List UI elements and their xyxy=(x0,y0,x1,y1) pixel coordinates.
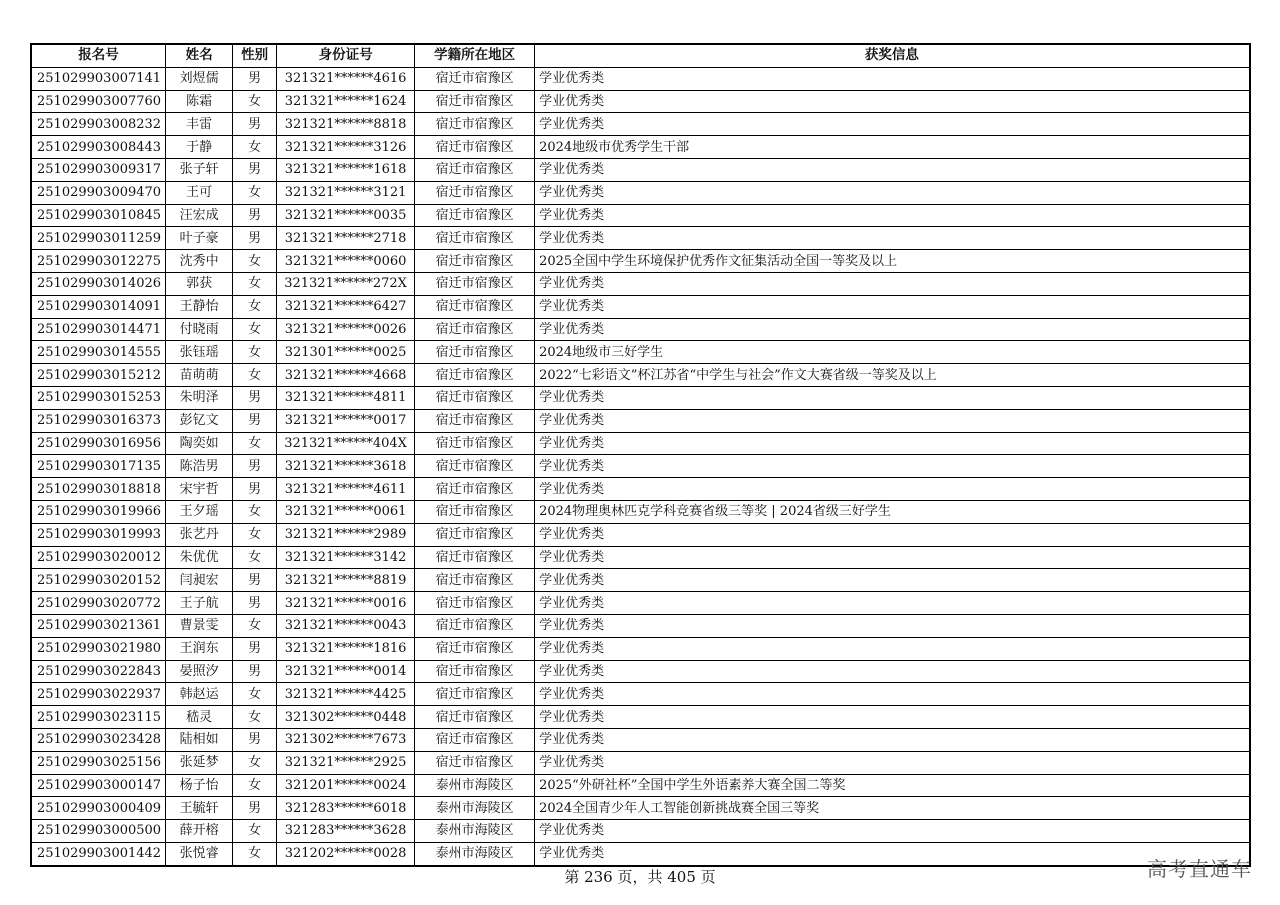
table-row xyxy=(31,158,1250,181)
gender-cell: 男 xyxy=(233,478,277,501)
name-cell: 王静怡 xyxy=(166,295,233,318)
name-cell: 晏照汐 xyxy=(166,660,233,683)
id-number-cell: 321321******4811 xyxy=(277,386,415,409)
header-name: 姓名 xyxy=(166,44,233,67)
id-number-cell: 321321******272X xyxy=(277,272,415,295)
reg-number-cell: 251029903020152 xyxy=(31,569,166,592)
name-cell: 汪宏成 xyxy=(166,204,233,227)
id-number-cell: 321302******0448 xyxy=(277,706,415,729)
id-number-cell: 321321******2718 xyxy=(277,227,415,250)
award-info-cell: 学业优秀类 xyxy=(535,318,1250,341)
gender-cell: 女 xyxy=(233,181,277,204)
id-number-cell: 321321******1618 xyxy=(277,158,415,181)
id-number-cell: 321321******404X xyxy=(277,432,415,455)
table-row xyxy=(31,227,1250,250)
table-row xyxy=(31,272,1250,295)
award-info-cell: 2024地级市优秀学生干部 xyxy=(535,136,1250,159)
reg-number-cell: 251029903000147 xyxy=(31,774,166,797)
table-row xyxy=(31,341,1250,364)
award-info-cell: 学业优秀类 xyxy=(535,820,1250,843)
award-info-cell: 2025“外研社杯”全国中学生外语素养大赛全国二等奖 xyxy=(535,774,1250,797)
name-cell: 苗萌萌 xyxy=(166,364,233,387)
award-info-cell: 学业优秀类 xyxy=(535,592,1250,615)
table-row xyxy=(31,614,1250,637)
table-row xyxy=(31,364,1250,387)
gender-cell: 女 xyxy=(233,500,277,523)
reg-number-cell: 251029903008232 xyxy=(31,113,166,136)
table-row xyxy=(31,478,1250,501)
name-cell: 王可 xyxy=(166,181,233,204)
gender-cell: 男 xyxy=(233,569,277,592)
table-row xyxy=(31,637,1250,660)
name-cell: 王毓轩 xyxy=(166,797,233,820)
region-cell: 宿迁市宿豫区 xyxy=(415,136,535,159)
table-row xyxy=(31,500,1250,523)
id-number-cell: 321321******1816 xyxy=(277,637,415,660)
gender-cell: 女 xyxy=(233,295,277,318)
reg-number-cell: 251029903008443 xyxy=(31,136,166,159)
header-region: 学籍所在地区 xyxy=(415,44,535,67)
award-info-cell: 学业优秀类 xyxy=(535,181,1250,204)
region-cell: 宿迁市宿豫区 xyxy=(415,728,535,751)
reg-number-cell: 251029903016956 xyxy=(31,432,166,455)
id-number-cell: 321321******0014 xyxy=(277,660,415,683)
region-cell: 宿迁市宿豫区 xyxy=(415,295,535,318)
region-cell: 宿迁市宿豫区 xyxy=(415,592,535,615)
region-cell: 宿迁市宿豫区 xyxy=(415,478,535,501)
table-row xyxy=(31,797,1250,820)
gender-cell: 男 xyxy=(233,728,277,751)
region-cell: 宿迁市宿豫区 xyxy=(415,569,535,592)
id-number-cell: 321283******6018 xyxy=(277,797,415,820)
reg-number-cell: 251029903014555 xyxy=(31,341,166,364)
reg-number-cell: 251029903007141 xyxy=(31,67,166,90)
award-info-cell: 学业优秀类 xyxy=(535,272,1250,295)
header-gender: 性别 xyxy=(233,44,277,67)
table-row xyxy=(31,706,1250,729)
name-cell: 张钰瑶 xyxy=(166,341,233,364)
reg-number-cell: 251029903001442 xyxy=(31,842,166,865)
region-cell: 宿迁市宿豫区 xyxy=(415,386,535,409)
table-row xyxy=(31,90,1250,113)
region-cell: 泰州市海陵区 xyxy=(415,842,535,865)
gender-cell: 女 xyxy=(233,751,277,774)
table-row xyxy=(31,250,1250,273)
region-cell: 泰州市海陵区 xyxy=(415,774,535,797)
region-cell: 宿迁市宿豫区 xyxy=(415,67,535,90)
region-cell: 宿迁市宿豫区 xyxy=(415,113,535,136)
gender-cell: 女 xyxy=(233,842,277,865)
region-cell: 泰州市海陵区 xyxy=(415,797,535,820)
id-number-cell: 321202******0028 xyxy=(277,842,415,865)
region-cell: 宿迁市宿豫区 xyxy=(415,364,535,387)
id-number-cell: 321201******0024 xyxy=(277,774,415,797)
award-info-cell: 2024物理奥林匹克学科竞赛省级三等奖 | 2024省级三好学生 xyxy=(535,500,1250,523)
name-cell: 丰雷 xyxy=(166,113,233,136)
table-row xyxy=(31,136,1250,159)
award-info-cell: 学业优秀类 xyxy=(535,432,1250,455)
name-cell: 闫昶宏 xyxy=(166,569,233,592)
region-cell: 宿迁市宿豫区 xyxy=(415,318,535,341)
table-row xyxy=(31,386,1250,409)
gender-cell: 女 xyxy=(233,90,277,113)
reg-number-cell: 251029903014026 xyxy=(31,272,166,295)
id-number-cell: 321321******4611 xyxy=(277,478,415,501)
name-cell: 叶子豪 xyxy=(166,227,233,250)
award-info-cell: 学业优秀类 xyxy=(535,227,1250,250)
reg-number-cell: 251029903016373 xyxy=(31,409,166,432)
table-row xyxy=(31,728,1250,751)
award-info-cell: 学业优秀类 xyxy=(535,637,1250,660)
name-cell: 朱明泽 xyxy=(166,386,233,409)
award-info-cell: 学业优秀类 xyxy=(535,158,1250,181)
name-cell: 张艺丹 xyxy=(166,523,233,546)
table-row xyxy=(31,683,1250,706)
reg-number-cell: 251029903009470 xyxy=(31,181,166,204)
name-cell: 张子轩 xyxy=(166,158,233,181)
reg-number-cell: 251029903015253 xyxy=(31,386,166,409)
award-info-cell: 学业优秀类 xyxy=(535,295,1250,318)
gender-cell: 男 xyxy=(233,113,277,136)
id-number-cell: 321321******8818 xyxy=(277,113,415,136)
table-row xyxy=(31,546,1250,569)
header-id-number: 身份证号 xyxy=(277,44,415,67)
gender-cell: 男 xyxy=(233,660,277,683)
id-number-cell: 321321******4616 xyxy=(277,67,415,90)
name-cell: 宋宇哲 xyxy=(166,478,233,501)
gender-cell: 男 xyxy=(233,455,277,478)
award-info-cell: 2025全国中学生环境保护优秀作文征集活动全国一等奖及以上 xyxy=(535,250,1250,273)
header-reg-number: 报名号 xyxy=(31,44,166,67)
name-cell: 嵇灵 xyxy=(166,706,233,729)
award-info-cell: 学业优秀类 xyxy=(535,478,1250,501)
region-cell: 宿迁市宿豫区 xyxy=(415,250,535,273)
gender-cell: 男 xyxy=(233,386,277,409)
id-number-cell: 321321******1624 xyxy=(277,90,415,113)
reg-number-cell: 251029903009317 xyxy=(31,158,166,181)
reg-number-cell: 251029903000500 xyxy=(31,820,166,843)
award-info-cell: 学业优秀类 xyxy=(535,386,1250,409)
table-row xyxy=(31,592,1250,615)
gender-cell: 女 xyxy=(233,683,277,706)
id-number-cell: 321321******4668 xyxy=(277,364,415,387)
award-info-cell: 学业优秀类 xyxy=(535,842,1250,865)
table-row xyxy=(31,820,1250,843)
gender-cell: 男 xyxy=(233,67,277,90)
name-cell: 陈霜 xyxy=(166,90,233,113)
region-cell: 宿迁市宿豫区 xyxy=(415,409,535,432)
gender-cell: 女 xyxy=(233,432,277,455)
id-number-cell: 321321******0043 xyxy=(277,614,415,637)
table-header-row xyxy=(31,44,1250,67)
results-table xyxy=(30,43,1251,867)
gender-cell: 男 xyxy=(233,797,277,820)
reg-number-cell: 251029903017135 xyxy=(31,455,166,478)
name-cell: 张延梦 xyxy=(166,751,233,774)
region-cell: 宿迁市宿豫区 xyxy=(415,272,535,295)
reg-number-cell: 251029903019966 xyxy=(31,500,166,523)
id-number-cell: 321321******3142 xyxy=(277,546,415,569)
gender-cell: 男 xyxy=(233,227,277,250)
id-number-cell: 321321******0060 xyxy=(277,250,415,273)
gender-cell: 男 xyxy=(233,409,277,432)
region-cell: 宿迁市宿豫区 xyxy=(415,751,535,774)
name-cell: 于静 xyxy=(166,136,233,159)
name-cell: 朱优优 xyxy=(166,546,233,569)
name-cell: 陶奕如 xyxy=(166,432,233,455)
region-cell: 宿迁市宿豫区 xyxy=(415,546,535,569)
id-number-cell: 321321******0026 xyxy=(277,318,415,341)
id-number-cell: 321321******3121 xyxy=(277,181,415,204)
reg-number-cell: 251029903007760 xyxy=(31,90,166,113)
table-row xyxy=(31,295,1250,318)
id-number-cell: 321321******2925 xyxy=(277,751,415,774)
award-info-cell: 学业优秀类 xyxy=(535,546,1250,569)
reg-number-cell: 251029903014091 xyxy=(31,295,166,318)
id-number-cell: 321321******8819 xyxy=(277,569,415,592)
region-cell: 宿迁市宿豫区 xyxy=(415,706,535,729)
region-cell: 宿迁市宿豫区 xyxy=(415,341,535,364)
name-cell: 陆相如 xyxy=(166,728,233,751)
region-cell: 泰州市海陵区 xyxy=(415,820,535,843)
page-number: 第 236 页，共 405 页 xyxy=(564,868,716,886)
award-info-cell: 学业优秀类 xyxy=(535,683,1250,706)
name-cell: 郭获 xyxy=(166,272,233,295)
name-cell: 韩赵运 xyxy=(166,683,233,706)
reg-number-cell: 251029903022937 xyxy=(31,683,166,706)
award-info-cell: 学业优秀类 xyxy=(535,204,1250,227)
name-cell: 王夕瑶 xyxy=(166,500,233,523)
id-number-cell: 321321******3126 xyxy=(277,136,415,159)
id-number-cell: 321321******4425 xyxy=(277,683,415,706)
header-award-info: 获奖信息 xyxy=(535,44,1250,67)
award-info-cell: 学业优秀类 xyxy=(535,660,1250,683)
reg-number-cell: 251029903015212 xyxy=(31,364,166,387)
region-cell: 宿迁市宿豫区 xyxy=(415,158,535,181)
region-cell: 宿迁市宿豫区 xyxy=(415,432,535,455)
reg-number-cell: 251029903010845 xyxy=(31,204,166,227)
id-number-cell: 321302******7673 xyxy=(277,728,415,751)
award-info-cell: 学业优秀类 xyxy=(535,569,1250,592)
gender-cell: 女 xyxy=(233,546,277,569)
table-row xyxy=(31,204,1250,227)
id-number-cell: 321321******0017 xyxy=(277,409,415,432)
name-cell: 陈浩男 xyxy=(166,455,233,478)
reg-number-cell: 251029903020772 xyxy=(31,592,166,615)
gender-cell: 女 xyxy=(233,706,277,729)
award-info-cell: 学业优秀类 xyxy=(535,455,1250,478)
gender-cell: 女 xyxy=(233,341,277,364)
table-row xyxy=(31,113,1250,136)
reg-number-cell: 251029903000409 xyxy=(31,797,166,820)
table-body xyxy=(31,67,1250,865)
region-cell: 宿迁市宿豫区 xyxy=(415,204,535,227)
gender-cell: 男 xyxy=(233,204,277,227)
award-info-cell: 2024地级市三好学生 xyxy=(535,341,1250,364)
award-info-cell: 学业优秀类 xyxy=(535,614,1250,637)
table-row xyxy=(31,751,1250,774)
name-cell: 沈秀中 xyxy=(166,250,233,273)
award-info-cell: 2022“七彩语文”杯江苏省“中学生与社会”作文大赛省级一等奖及以上 xyxy=(535,364,1250,387)
gender-cell: 男 xyxy=(233,592,277,615)
region-cell: 宿迁市宿豫区 xyxy=(415,614,535,637)
name-cell: 薛开榕 xyxy=(166,820,233,843)
id-number-cell: 321321******0061 xyxy=(277,500,415,523)
reg-number-cell: 251029903011259 xyxy=(31,227,166,250)
gender-cell: 女 xyxy=(233,136,277,159)
table-row xyxy=(31,67,1250,90)
region-cell: 宿迁市宿豫区 xyxy=(415,637,535,660)
award-info-cell: 学业优秀类 xyxy=(535,409,1250,432)
award-info-cell: 学业优秀类 xyxy=(535,113,1250,136)
id-number-cell: 321301******0025 xyxy=(277,341,415,364)
reg-number-cell: 251029903014471 xyxy=(31,318,166,341)
reg-number-cell: 251029903025156 xyxy=(31,751,166,774)
id-number-cell: 321321******0016 xyxy=(277,592,415,615)
name-cell: 张悦睿 xyxy=(166,842,233,865)
award-info-cell: 学业优秀类 xyxy=(535,706,1250,729)
gender-cell: 女 xyxy=(233,318,277,341)
award-info-cell: 学业优秀类 xyxy=(535,90,1250,113)
award-info-cell: 学业优秀类 xyxy=(535,523,1250,546)
table-row xyxy=(31,455,1250,478)
watermark-text: 高考直通车 xyxy=(1147,857,1252,881)
reg-number-cell: 251029903022843 xyxy=(31,660,166,683)
award-info-cell: 学业优秀类 xyxy=(535,67,1250,90)
table-row xyxy=(31,842,1250,865)
name-cell: 刘煜儒 xyxy=(166,67,233,90)
region-cell: 宿迁市宿豫区 xyxy=(415,523,535,546)
id-number-cell: 321321******2989 xyxy=(277,523,415,546)
gender-cell: 女 xyxy=(233,364,277,387)
gender-cell: 女 xyxy=(233,250,277,273)
region-cell: 宿迁市宿豫区 xyxy=(415,500,535,523)
reg-number-cell: 251029903021980 xyxy=(31,637,166,660)
gender-cell: 女 xyxy=(233,820,277,843)
gender-cell: 女 xyxy=(233,774,277,797)
gender-cell: 女 xyxy=(233,272,277,295)
table-row xyxy=(31,569,1250,592)
award-info-cell: 学业优秀类 xyxy=(535,751,1250,774)
id-number-cell: 321283******3628 xyxy=(277,820,415,843)
name-cell: 付晓雨 xyxy=(166,318,233,341)
region-cell: 宿迁市宿豫区 xyxy=(415,683,535,706)
region-cell: 宿迁市宿豫区 xyxy=(415,227,535,250)
region-cell: 宿迁市宿豫区 xyxy=(415,455,535,478)
region-cell: 宿迁市宿豫区 xyxy=(415,90,535,113)
name-cell: 彭钇文 xyxy=(166,409,233,432)
reg-number-cell: 251029903012275 xyxy=(31,250,166,273)
table-row xyxy=(31,774,1250,797)
gender-cell: 男 xyxy=(233,158,277,181)
name-cell: 杨子怡 xyxy=(166,774,233,797)
table-row xyxy=(31,409,1250,432)
table-row xyxy=(31,523,1250,546)
table-row xyxy=(31,318,1250,341)
gender-cell: 女 xyxy=(233,523,277,546)
table-row xyxy=(31,432,1250,455)
name-cell: 王子航 xyxy=(166,592,233,615)
name-cell: 王润东 xyxy=(166,637,233,660)
id-number-cell: 321321******6427 xyxy=(277,295,415,318)
reg-number-cell: 251029903023115 xyxy=(31,706,166,729)
reg-number-cell: 251029903018818 xyxy=(31,478,166,501)
name-cell: 曹景雯 xyxy=(166,614,233,637)
reg-number-cell: 251029903023428 xyxy=(31,728,166,751)
award-info-cell: 2024全国青少年人工智能创新挑战赛全国三等奖 xyxy=(535,797,1250,820)
award-info-cell: 学业优秀类 xyxy=(535,728,1250,751)
region-cell: 宿迁市宿豫区 xyxy=(415,181,535,204)
gender-cell: 男 xyxy=(233,637,277,660)
table-row xyxy=(31,181,1250,204)
reg-number-cell: 251029903020012 xyxy=(31,546,166,569)
table-row xyxy=(31,660,1250,683)
id-number-cell: 321321******3618 xyxy=(277,455,415,478)
gender-cell: 女 xyxy=(233,614,277,637)
reg-number-cell: 251029903019993 xyxy=(31,523,166,546)
id-number-cell: 321321******0035 xyxy=(277,204,415,227)
region-cell: 宿迁市宿豫区 xyxy=(415,660,535,683)
reg-number-cell: 251029903021361 xyxy=(31,614,166,637)
